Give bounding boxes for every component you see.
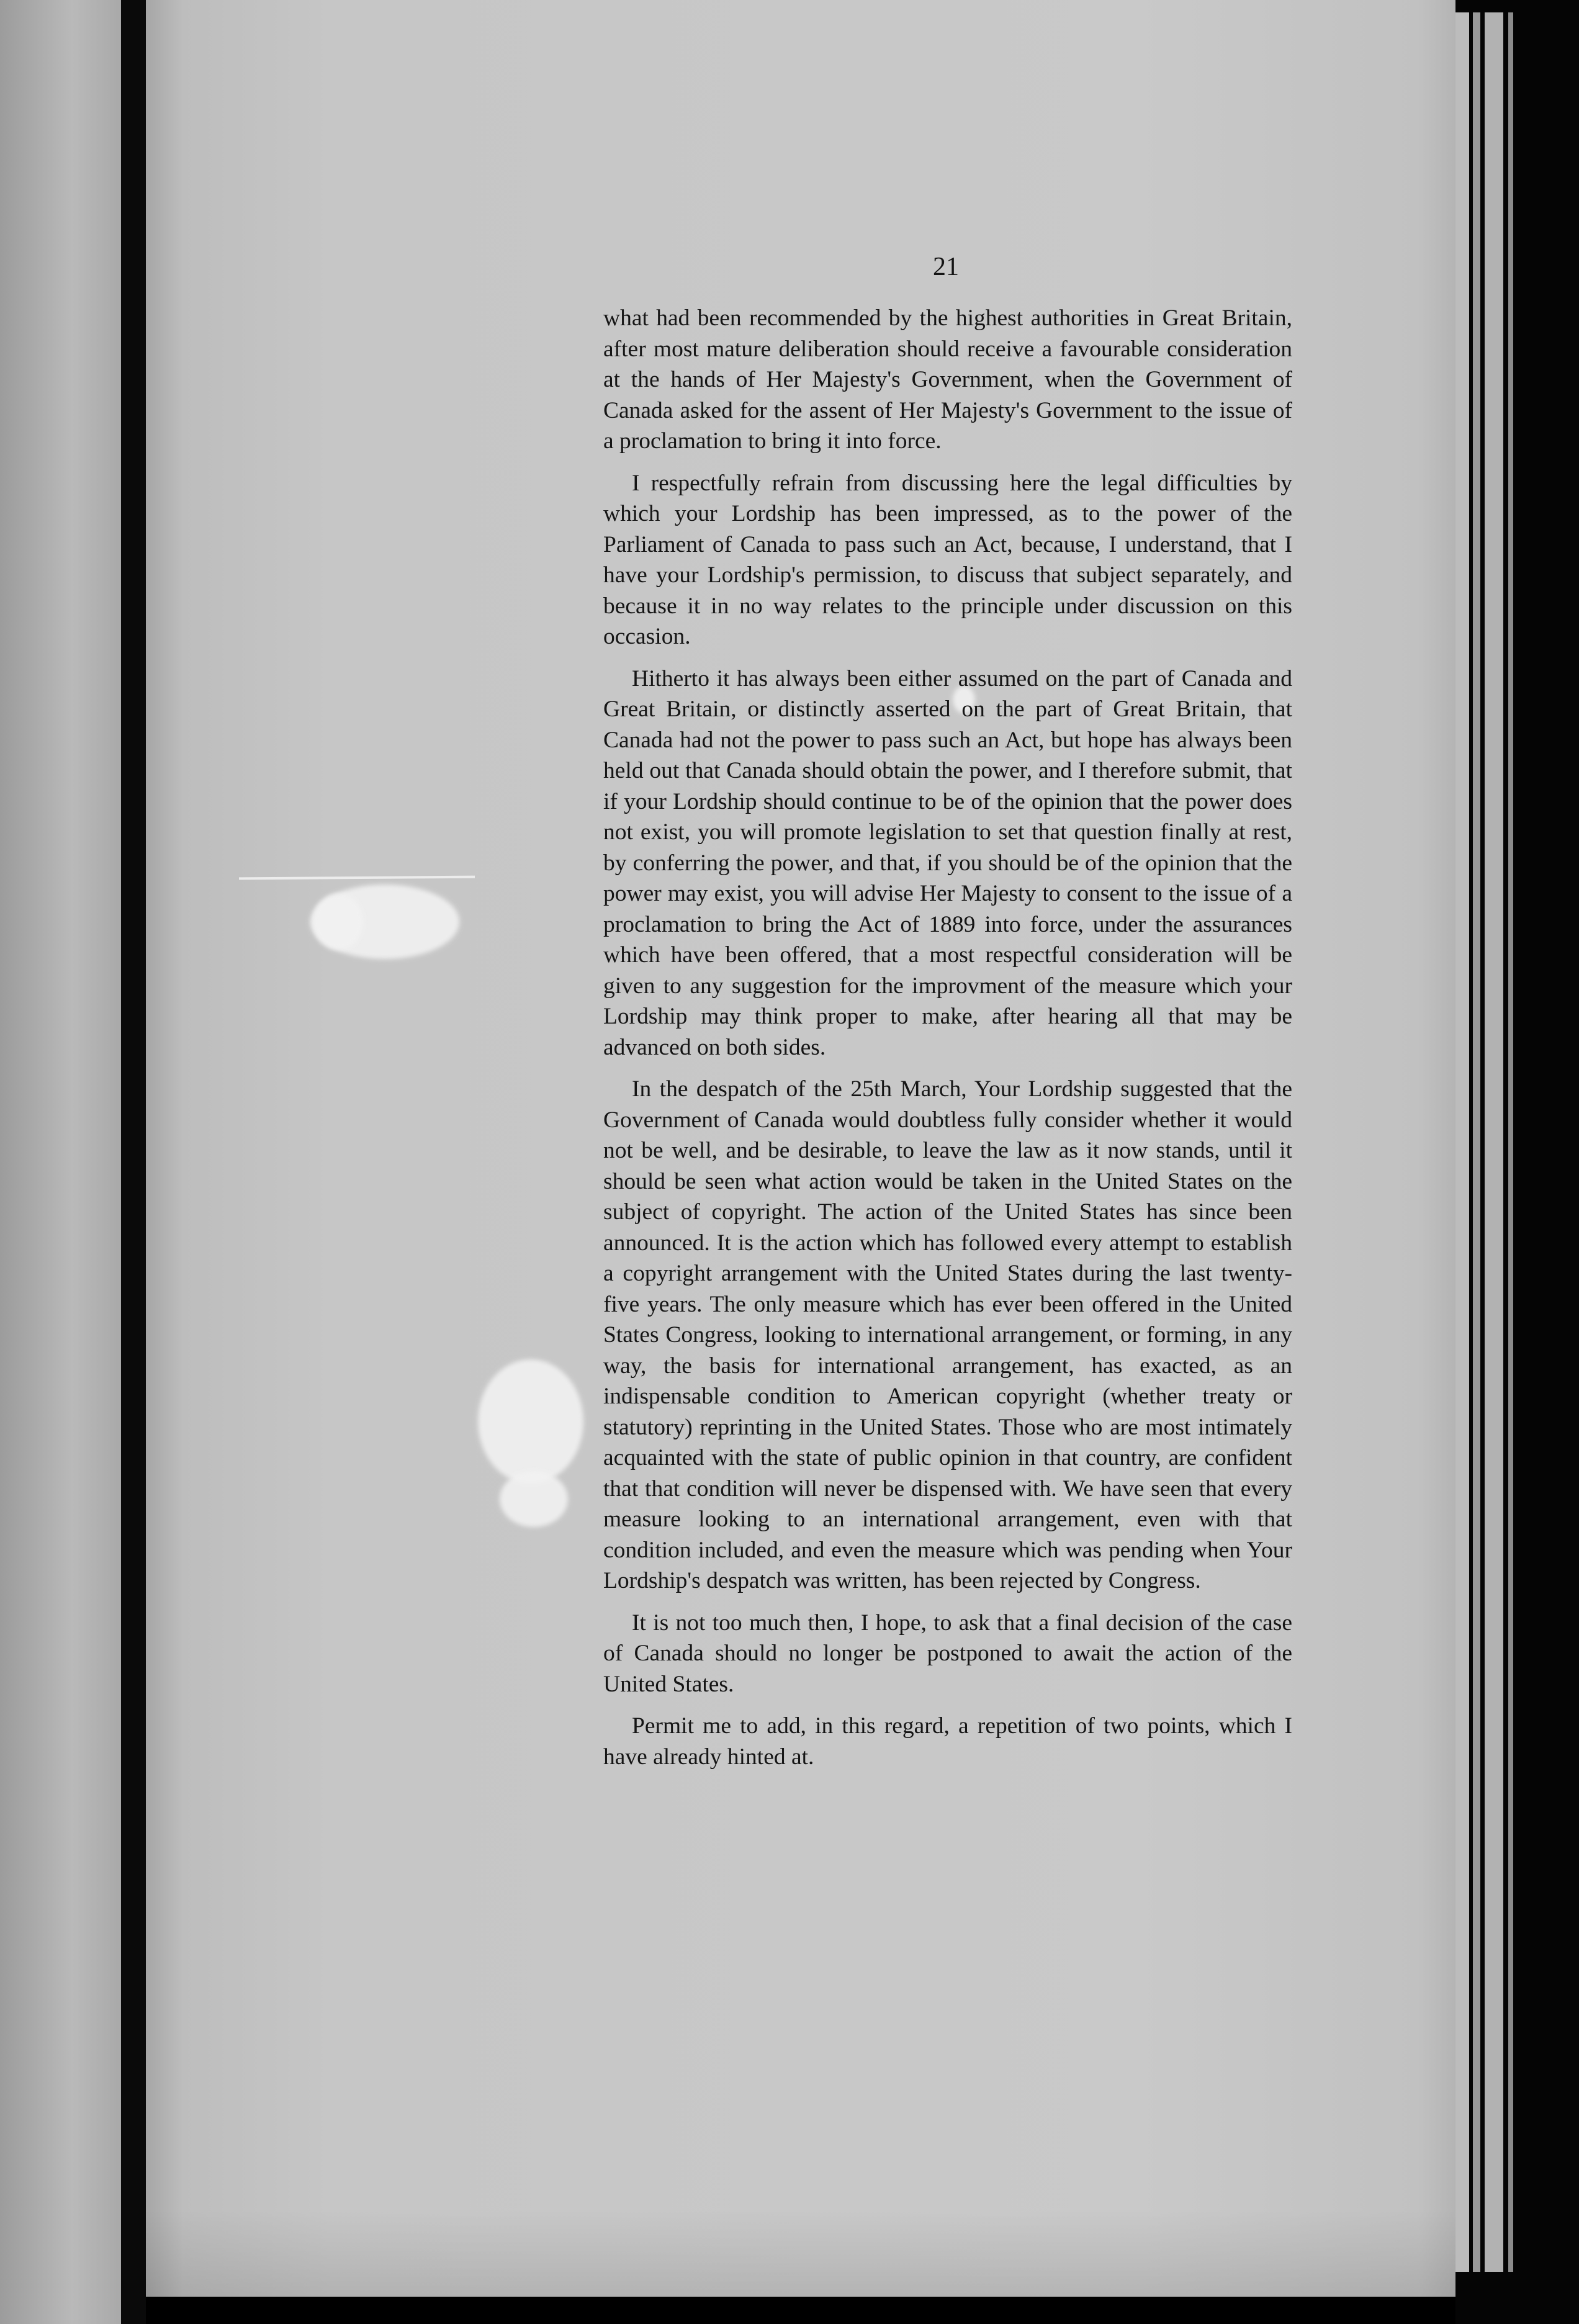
page-edge-strip [1455,12,1469,2272]
paragraph: I respectfully refrain from discussing here the legal difficulties by which your Lordship has been impressed, as to the power of the Parliament of Canada to pass such an Act, because, I understand, that I have your Lordship's permission, to discuss that subject separately, and because it in no way relates to the principle under discussion on this occasion. [603,470,1292,649]
paragraph: Hitherto it has always been either assumed on the part of Canada and Great Britain, or distinctly asserted on the part of Great Britain, that Canada had not the power to pass such an Act, but hope has always been held out that Canada should obtain the power, and I therefore submit, that if your Lordship should continue to be of the opinion that the power does not exist, you will promote legislation to set that question finally at rest, by conferring the power, and that, if you should be of the opinion that the power may exist, you will advise Her Majesty to consent to the issue of a proclamation to bring the Act of 1889 into force, under the assurances which have been offered, that a most respectful consideration will be given to any suggestion for the improvment of the measure which your Lordship may think proper to make, after hearing all that may be advanced on both sides. [603,665,1292,1060]
page-edge-strip [1508,12,1513,2272]
page-shadow [146,2210,1455,2297]
page-edge-strip [1485,12,1503,2272]
paragraph: It is not too much then, I hope, to ask that a final decision of the case of Canada should no longer be postponed to await the action of the United States. [603,1610,1292,1697]
body-text [603,303,1292,1783]
paper-stain [500,1471,568,1527]
facing-page-edge [0,0,121,2324]
paper-stain [313,894,363,950]
paragraph: In the despatch of the 25th March, Your Lordship suggested that the Government of Canada would doubtless fully consider whether it would not be well, and be desirable, to leave the law as it now stands, until it should be seen what action would be taken in the United States on the subject of copyright. The action of the United States has since been announced. It is the action which has followed every attempt to establish a copyright arrangement with the United States during the last twenty-five years. The only measure which has ever been offered in the United States Congress, looking to international arrangement, or forming, in any way, the basis for international arrangement, has exacted, as an indispensable condition to American copyright (whether treaty or statutory) reprinting in the United States. Those who are most intimately acquainted with the state of public opinion in that country, are confident that that condition will never be dispensed with. We have seen that every measure looking to an international arrangement, even with that condition included, and even the measure which was pending when Your Lordship's despatch was written, has been rejected by Congress. [603,1076,1292,1593]
paragraph: what had been recommended by the highest authorities in Great Britain, after most mature deliberation should receive a favourable consideration at the hands of Her Majesty's Government, when the Government of Canada asked for the assent of Her Majesty's Government to the issue of a proclamation to bring it into force. [603,305,1292,454]
page-number: 21 [933,253,959,281]
paragraph: Permit me to add, in this regard, a repetition of two points, which I have already hinted at. [603,1713,1292,1770]
book-gutter [121,0,146,2324]
page-edge-strip [1473,12,1480,2272]
paper-stain [478,1359,583,1484]
